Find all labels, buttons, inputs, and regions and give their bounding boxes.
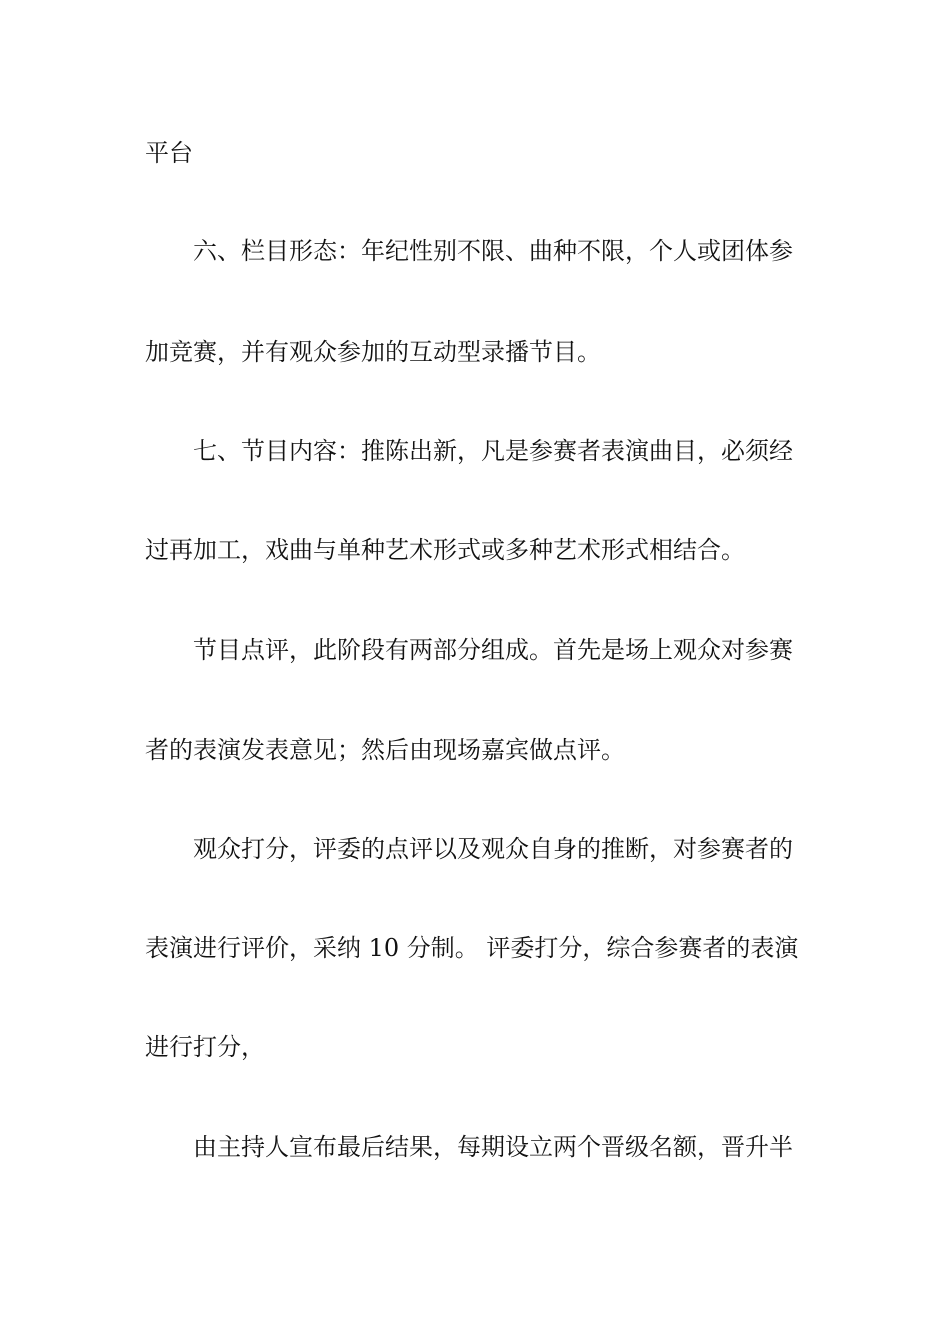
text-line-1: 平台: [145, 139, 193, 167]
section-six-line-2: 加竞赛，并有观众参加的互动型录播节目。: [145, 338, 601, 366]
section-six-line-1: 六、栏目形态：年纪性别不限、曲种不限，个人或团体参: [193, 237, 793, 265]
scoring-paragraph-line-3: 进行打分，: [145, 1033, 265, 1061]
result-paragraph-line-1: 由主持人宣布最后结果，每期设立两个晋级名额，晋升半: [193, 1133, 793, 1161]
scoring-paragraph-line-2: 表演进行评价，采纳 10 分制。 评委打分，综合参赛者的表演: [145, 934, 799, 962]
review-paragraph-line-2: 者的表演发表意见；然后由现场嘉宾做点评。: [145, 736, 625, 764]
scoring-paragraph-line-1: 观众打分，评委的点评以及观众自身的推断，对参赛者的: [193, 835, 793, 863]
section-seven-line-2: 过再加工，戏曲与单种艺术形式或多种艺术形式相结合。: [145, 536, 745, 564]
review-paragraph-line-1: 节目点评，此阶段有两部分组成。首先是场上观众对参赛: [193, 636, 793, 664]
section-seven-line-1: 七、节目内容：推陈出新，凡是参赛者表演曲目，必须经: [193, 437, 793, 465]
